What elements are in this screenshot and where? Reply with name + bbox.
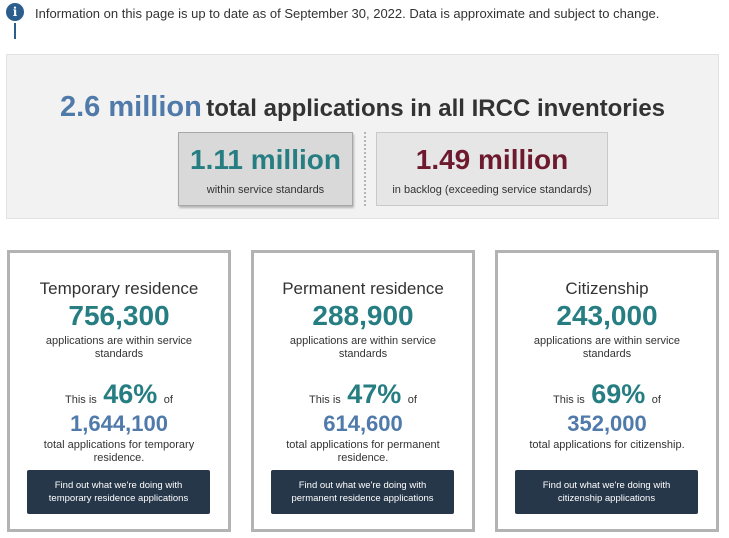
percentage-prefix: This is (553, 394, 585, 406)
inventory-summary (6, 54, 719, 219)
within-standards-caption: applications are within service standards (289, 335, 437, 360)
notice-text: Information on this page is up to date as of September 30, 2022. Data is approximate and subject to change. (35, 6, 660, 21)
total-applications-count: 1,644,100 (70, 411, 168, 436)
total-applications-label: total applications in all IRCC inventories (206, 95, 666, 122)
within-standards-value: 1.11 million (190, 144, 341, 175)
within-standards-count: 756,300 (68, 300, 170, 331)
backlog-value: 1.49 million (415, 144, 569, 175)
within-standards-count: 288,900 (312, 300, 414, 331)
info-icon-container (6, 3, 24, 39)
within-standards-label: within service standards (206, 184, 325, 196)
percentage-prefix: This is (309, 394, 341, 406)
total-applications-value: 2.6 million (59, 91, 202, 123)
temporary-residence-info-button[interactable]: Find out what we're doing with temporary residence applications (27, 470, 210, 514)
within-standards-count: 243,000 (556, 300, 658, 331)
total-applications-caption: total applications for permanent residence. (286, 439, 440, 464)
percentage-suffix: of (163, 394, 173, 406)
percentage-suffix: of (407, 394, 417, 406)
within-standards-box (178, 132, 353, 206)
percentage-value: 46% (103, 379, 158, 409)
percentage-prefix: This is (65, 394, 97, 406)
percentage-line (254, 379, 472, 410)
total-applications-count: 352,000 (567, 411, 647, 436)
card-title: Citizenship (565, 279, 649, 298)
info-icon: i (6, 3, 24, 21)
card-title: Temporary residence (39, 279, 199, 298)
total-applications-caption: total applications for citizenship. (529, 439, 685, 451)
percentage-line (498, 379, 716, 410)
backlog-box (376, 132, 608, 206)
total-applications-count: 614,600 (323, 411, 403, 436)
total-applications-caption: total applications for temporary residence. (43, 439, 195, 464)
percentage-value: 69% (591, 379, 646, 409)
card-title: Permanent residence (282, 279, 444, 298)
update-notice (0, 0, 729, 40)
card-permanent-residence (251, 250, 475, 532)
percentage-line (10, 379, 228, 410)
card-temporary-residence (7, 250, 231, 532)
summary-title (7, 91, 718, 124)
card-citizenship (495, 250, 719, 532)
backlog-label: in backlog (exceeding service standards) (392, 184, 592, 196)
percentage-suffix: of (651, 394, 661, 406)
percentage-value: 47% (347, 379, 402, 409)
within-standards-caption: applications are within service standards (45, 335, 193, 360)
citizenship-info-button[interactable]: Find out what we're doing with citizenship applications (515, 470, 698, 514)
permanent-residence-info-button[interactable]: Find out what we're doing with permanent residence applications (271, 470, 454, 514)
notice-accent-line (14, 23, 16, 39)
summary-divider (364, 132, 366, 206)
within-standards-caption: applications are within service standards (533, 335, 681, 360)
